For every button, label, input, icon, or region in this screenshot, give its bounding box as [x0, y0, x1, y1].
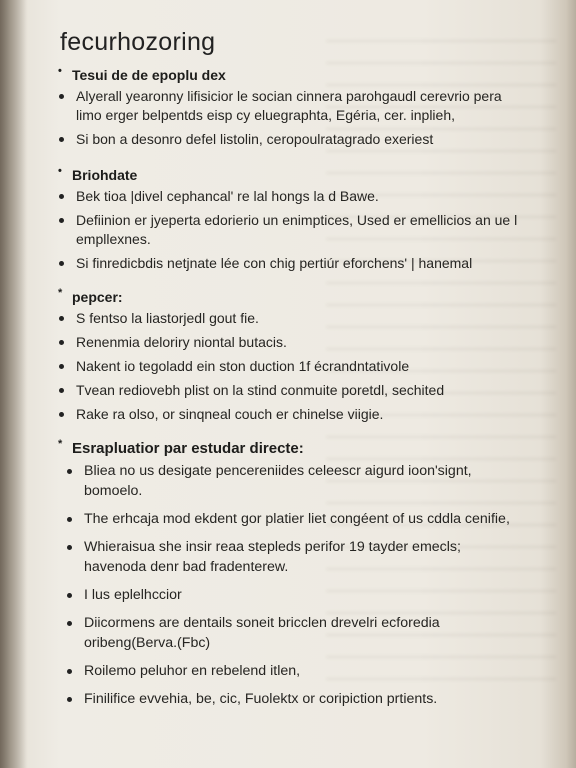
list-item — [56, 461, 526, 501]
list-item — [56, 585, 526, 605]
list-item — [56, 537, 526, 577]
list-item-text: Defiinion er jyeperta edorierio un enimptices, Used er emellicios an ue l empllexnes. — [76, 212, 518, 247]
section-heading-text: Briohdate — [72, 167, 138, 183]
list-item-text: Alyerall yearonny lifisicior le socian cinnera parohgaudl cerevrio pera limo erger belpentds eisp cy eluegraphta, Egéria, cer. inplieh, — [76, 88, 502, 123]
bullet-icon — [67, 517, 72, 522]
list-item-text: I lus eplelhccior — [84, 587, 182, 603]
list-item-text: Tvean rediovebh plist on la stind conmuite poretdl, sechited — [76, 382, 445, 398]
bullet-icon — [59, 412, 64, 417]
list-item-text: Bek tioa |divel cephancal' re lal hongs la d Bawe. — [76, 188, 379, 204]
list-item — [56, 130, 526, 149]
list-item-text: The erhcaja mod ekdent gor platier liet congéent of us cddla cenifie, — [84, 511, 510, 527]
list-item — [56, 689, 526, 709]
list-item-text: Roilemo peluhor en rebelend itlen, — [84, 663, 301, 679]
list-item — [56, 211, 526, 249]
bullet-list — [56, 461, 526, 709]
bullet-icon — [59, 137, 64, 142]
section-heading-text: Esrapluatior par estudar directe: — [72, 440, 304, 457]
bullet-icon — [67, 593, 72, 598]
section-heading — [56, 289, 526, 305]
list-item-text: Bliea no us desigate pencereniides celeescr aigurd ioon'signt, bomoelo. — [84, 463, 472, 499]
list-item — [56, 187, 526, 206]
section-3 — [56, 289, 526, 424]
bullet-marker-icon: • — [58, 65, 62, 77]
section-heading — [56, 440, 526, 457]
list-item — [56, 254, 526, 273]
bullet-marker-icon: • — [58, 165, 62, 177]
list-item-text: Si finredicbdis netjnate lée con chig pertiúr eforchens' | hanemal — [76, 255, 473, 271]
list-item-text: Diicormens are dentails soneit bricclen drevelri ecforedia oribeng(Berva.(Fbc) — [84, 615, 440, 651]
bullet-icon — [59, 261, 64, 266]
list-item — [56, 357, 526, 376]
list-item-text: S fentso la liastorjedl gout fie. — [76, 310, 259, 326]
section-heading-text: pepcer: — [72, 289, 123, 305]
bullet-list — [56, 187, 526, 273]
list-item — [56, 309, 526, 328]
section-4 — [56, 440, 526, 709]
asterisk-marker-icon: * — [58, 287, 63, 299]
bullet-icon — [59, 218, 64, 223]
list-item — [56, 661, 526, 681]
bullet-icon — [67, 545, 72, 550]
list-item — [56, 613, 526, 653]
bullet-icon — [67, 469, 72, 474]
list-item-text: Whieraisua she insir reaa stepleds perifor 19 tayder emecls; havenoda denr bad fradenterew. — [84, 539, 461, 575]
bullet-icon — [67, 697, 72, 702]
list-item-text: Si bon a desonro defel listolin, ceropoulratagrado exeriest — [76, 131, 434, 147]
bullet-icon — [59, 364, 64, 369]
list-item — [56, 333, 526, 352]
bullet-icon — [59, 388, 64, 393]
section-heading — [56, 67, 526, 83]
page-title: fecurhozoring — [60, 28, 216, 56]
bullet-icon — [59, 316, 64, 321]
section-1 — [56, 67, 526, 149]
page-gutter-shadow — [0, 0, 26, 768]
bullet-icon — [67, 621, 72, 626]
list-item — [56, 381, 526, 400]
bullet-icon — [59, 194, 64, 199]
list-item — [56, 405, 526, 424]
list-item — [56, 87, 526, 125]
list-item-text: Renenmia deloriry niontal butacis. — [76, 334, 287, 350]
section-heading-text: Tesui de de epoplu dex — [72, 67, 226, 83]
list-item — [56, 509, 526, 529]
bullet-list — [56, 309, 526, 424]
list-item-text: Finilifice evvehia, be, cic, Fuolektx or coripiction prtients. — [84, 691, 438, 707]
list-item-text: Rake ra olso, or sinqneal couch er chinelse viigie. — [76, 406, 384, 422]
bullet-icon — [59, 94, 64, 99]
asterisk-marker-icon: * — [58, 438, 63, 450]
bullet-list — [56, 87, 526, 149]
list-item-text: Nakent io tegoladd ein ston duction 1f écrandntativole — [76, 358, 410, 374]
section-2 — [56, 167, 526, 273]
bullet-icon — [67, 669, 72, 674]
section-heading — [56, 167, 526, 183]
page-content — [56, 28, 526, 717]
bullet-icon — [59, 340, 64, 345]
